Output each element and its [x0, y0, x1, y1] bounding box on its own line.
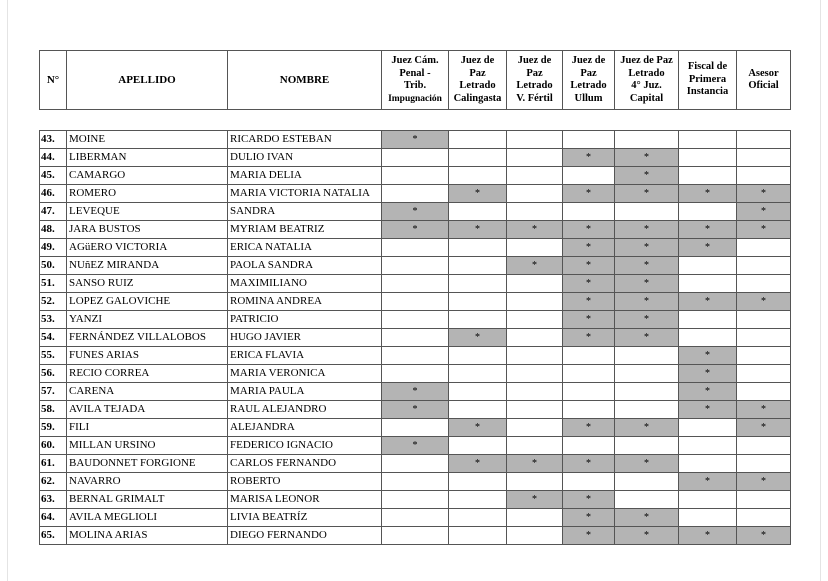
row-apellido: LEVEQUE: [67, 203, 228, 221]
col-juez-paz-capital-empty: [615, 437, 679, 455]
col-juez-camara-penal-mark: *: [382, 401, 449, 419]
header-line: Oficial: [748, 80, 779, 91]
header-fiscal-primera-instancia: [679, 51, 737, 110]
col-asesor-oficial-mark: *: [737, 203, 791, 221]
table-row: [40, 239, 791, 257]
header-line: Juez de: [517, 55, 552, 66]
col-asesor-oficial-empty: [737, 437, 791, 455]
col-juez-paz-calingasta-empty: [449, 473, 507, 491]
row-number: 62.: [40, 473, 67, 491]
col-juez-camara-penal-empty: [382, 329, 449, 347]
row-apellido: RECIO CORREA: [67, 365, 228, 383]
col-fiscal-primera-instancia-empty: [679, 167, 737, 185]
page-edge-left: [7, 0, 8, 581]
col-juez-paz-calingasta-empty: [449, 401, 507, 419]
col-juez-camara-penal-mark: *: [382, 203, 449, 221]
table-body: [40, 131, 791, 545]
col-juez-camara-penal-empty: [382, 293, 449, 311]
col-juez-camara-penal-empty: [382, 257, 449, 275]
header-line: V. Fértil: [516, 92, 553, 104]
col-juez-paz-valle-fertil-empty: [507, 401, 563, 419]
col-juez-paz-capital-empty: [615, 383, 679, 401]
col-fiscal-primera-instancia-empty: [679, 329, 737, 347]
row-apellido: FERNÁNDEZ VILLALOBOS: [67, 329, 228, 347]
row-nombre: RAUL ALEJANDRO: [228, 401, 382, 419]
row-apellido: MOINE: [67, 131, 228, 149]
table-row: [40, 293, 791, 311]
table-row: [40, 149, 791, 167]
row-nombre: MYRIAM BEATRIZ: [228, 221, 382, 239]
row-number: 64.: [40, 509, 67, 527]
row-nombre: PATRICIO: [228, 311, 382, 329]
col-juez-paz-ullum-mark: *: [563, 275, 615, 293]
col-juez-paz-calingasta-mark: *: [449, 185, 507, 203]
table-row: [40, 383, 791, 401]
col-asesor-oficial-mark: *: [737, 185, 791, 203]
row-apellido: MOLINA ARIAS: [67, 527, 228, 545]
col-juez-paz-valle-fertil-empty: [507, 131, 563, 149]
col-juez-paz-calingasta-empty: [449, 437, 507, 455]
row-number: 56.: [40, 365, 67, 383]
col-juez-paz-calingasta-empty: [449, 257, 507, 275]
col-fiscal-primera-instancia-mark: *: [679, 473, 737, 491]
col-juez-paz-ullum-empty: [563, 437, 615, 455]
col-juez-paz-capital-empty: [615, 491, 679, 509]
row-nombre: MARIA PAULA: [228, 383, 382, 401]
col-juez-paz-calingasta-empty: [449, 527, 507, 545]
col-fiscal-primera-instancia-empty: [679, 275, 737, 293]
col-asesor-oficial-empty: [737, 365, 791, 383]
col-juez-paz-valle-fertil-mark: *: [507, 221, 563, 239]
col-juez-camara-penal-empty: [382, 347, 449, 365]
col-asesor-oficial-empty: [737, 455, 791, 473]
col-juez-paz-calingasta-empty: [449, 131, 507, 149]
row-nombre: MARIA VERONICA: [228, 365, 382, 383]
row-number: 57.: [40, 383, 67, 401]
col-juez-paz-valle-fertil-empty: [507, 509, 563, 527]
col-juez-paz-valle-fertil-empty: [507, 149, 563, 167]
row-apellido: MILLAN URSINO: [67, 437, 228, 455]
row-number: 65.: [40, 527, 67, 545]
col-juez-paz-ullum-mark: *: [563, 455, 615, 473]
table-row: [40, 365, 791, 383]
row-nombre: DULIO IVAN: [228, 149, 382, 167]
row-nombre: CARLOS FERNANDO: [228, 455, 382, 473]
row-nombre: PAOLA SANDRA: [228, 257, 382, 275]
col-juez-paz-ullum-empty: [563, 131, 615, 149]
col-juez-paz-ullum-mark: *: [563, 257, 615, 275]
col-juez-camara-penal-empty: [382, 419, 449, 437]
col-juez-paz-capital-mark: *: [615, 275, 679, 293]
row-apellido: FUNES ARIAS: [67, 347, 228, 365]
row-apellido: ROMERO: [67, 185, 228, 203]
col-juez-paz-capital-mark: *: [615, 239, 679, 257]
row-nombre: ROMINA ANDREA: [228, 293, 382, 311]
row-apellido: FILI: [67, 419, 228, 437]
row-number: 49.: [40, 239, 67, 257]
col-juez-paz-ullum-mark: *: [563, 221, 615, 239]
row-number: 50.: [40, 257, 67, 275]
col-asesor-oficial-empty: [737, 239, 791, 257]
col-asesor-oficial-mark: *: [737, 527, 791, 545]
header-line: Calingasta: [453, 92, 502, 104]
row-apellido: BERNAL GRIMALT: [67, 491, 228, 509]
header-juez-camara-penal: [382, 51, 449, 110]
col-juez-paz-capital-mark: *: [615, 419, 679, 437]
col-juez-paz-capital-mark: *: [615, 257, 679, 275]
col-fiscal-primera-instancia-empty: [679, 149, 737, 167]
col-juez-camara-penal-empty: [382, 527, 449, 545]
col-asesor-oficial-mark: *: [737, 473, 791, 491]
row-number: 47.: [40, 203, 67, 221]
col-juez-paz-calingasta-empty: [449, 239, 507, 257]
col-asesor-oficial-empty: [737, 167, 791, 185]
col-juez-paz-capital-empty: [615, 473, 679, 491]
col-juez-paz-valle-fertil-empty: [507, 365, 563, 383]
col-juez-paz-calingasta-empty: [449, 293, 507, 311]
table-row: [40, 455, 791, 473]
table-row: [40, 311, 791, 329]
col-juez-camara-penal-empty: [382, 311, 449, 329]
table-row: [40, 437, 791, 455]
header-line: Letrado: [570, 80, 607, 91]
row-nombre: MARIA DELIA: [228, 167, 382, 185]
col-fiscal-primera-instancia-empty: [679, 455, 737, 473]
col-juez-paz-valle-fertil-empty: [507, 311, 563, 329]
col-juez-paz-calingasta-empty: [449, 203, 507, 221]
col-asesor-oficial-empty: [737, 383, 791, 401]
candidates-table: [39, 130, 791, 545]
row-nombre: ROBERTO: [228, 473, 382, 491]
col-juez-camara-penal-empty: [382, 275, 449, 293]
header-line: Letrado: [459, 80, 496, 91]
col-juez-paz-valle-fertil-mark: *: [507, 455, 563, 473]
col-juez-paz-ullum-empty: [563, 365, 615, 383]
row-apellido: YANZI: [67, 311, 228, 329]
row-apellido: NUñEZ MIRANDA: [67, 257, 228, 275]
row-number: 61.: [40, 455, 67, 473]
row-apellido: AVILA MEGLIOLI: [67, 509, 228, 527]
table-row: [40, 509, 791, 527]
col-fiscal-primera-instancia-empty: [679, 437, 737, 455]
header-juez-paz-calingasta: [449, 51, 507, 110]
col-asesor-oficial-empty: [737, 311, 791, 329]
table-row: [40, 329, 791, 347]
row-apellido: LIBERMAN: [67, 149, 228, 167]
table-row: [40, 203, 791, 221]
col-juez-paz-ullum-mark: *: [563, 239, 615, 257]
row-apellido: NAVARRO: [67, 473, 228, 491]
col-juez-paz-capital-mark: *: [615, 221, 679, 239]
col-juez-camara-penal-mark: *: [382, 131, 449, 149]
col-juez-paz-ullum-mark: *: [563, 491, 615, 509]
col-juez-paz-valle-fertil-empty: [507, 527, 563, 545]
col-asesor-oficial-empty: [737, 329, 791, 347]
col-juez-paz-valle-fertil-empty: [507, 203, 563, 221]
col-juez-paz-ullum-empty: [563, 347, 615, 365]
col-juez-camara-penal-mark: *: [382, 221, 449, 239]
col-fiscal-primera-instancia-mark: *: [679, 383, 737, 401]
header-juez-paz-capital: [615, 51, 679, 110]
table-row: [40, 275, 791, 293]
row-number: 60.: [40, 437, 67, 455]
header-line: Asesor: [748, 67, 779, 79]
col-juez-camara-penal-empty: [382, 185, 449, 203]
row-number: 45.: [40, 167, 67, 185]
row-apellido: CAMARGO: [67, 167, 228, 185]
header-table: [39, 50, 791, 110]
header-line: Instancia: [686, 86, 729, 98]
row-number: 43.: [40, 131, 67, 149]
col-asesor-oficial-empty: [737, 257, 791, 275]
row-apellido: JARA BUSTOS: [67, 221, 228, 239]
col-juez-camara-penal-mark: *: [382, 383, 449, 401]
col-juez-paz-calingasta-empty: [449, 509, 507, 527]
col-juez-paz-capital-mark: *: [615, 311, 679, 329]
page-edge-right: [820, 0, 821, 581]
col-juez-camara-penal-empty: [382, 239, 449, 257]
table-row: [40, 185, 791, 203]
header-apellido: APELLIDO: [67, 51, 228, 110]
row-nombre: ERICA NATALIA: [228, 239, 382, 257]
col-fiscal-primera-instancia-empty: [679, 203, 737, 221]
col-juez-paz-calingasta-empty: [449, 347, 507, 365]
col-juez-paz-capital-empty: [615, 131, 679, 149]
col-fiscal-primera-instancia-mark: *: [679, 239, 737, 257]
col-fiscal-primera-instancia-empty: [679, 419, 737, 437]
row-number: 55.: [40, 347, 67, 365]
col-juez-paz-valle-fertil-empty: [507, 473, 563, 491]
col-asesor-oficial-empty: [737, 149, 791, 167]
header-line: Capital: [629, 92, 664, 104]
row-number: 51.: [40, 275, 67, 293]
header-line: Letrado: [516, 80, 553, 91]
col-juez-camara-penal-empty: [382, 167, 449, 185]
row-nombre: DIEGO FERNANDO: [228, 527, 382, 545]
col-juez-paz-calingasta-empty: [449, 167, 507, 185]
col-asesor-oficial-empty: [737, 491, 791, 509]
col-juez-paz-valle-fertil-mark: *: [507, 491, 563, 509]
col-fiscal-primera-instancia-mark: *: [679, 401, 737, 419]
col-juez-paz-ullum-mark: *: [563, 527, 615, 545]
col-juez-paz-ullum-mark: *: [563, 311, 615, 329]
row-apellido: AGüERO VICTORIA: [67, 239, 228, 257]
col-juez-paz-capital-mark: *: [615, 149, 679, 167]
row-nombre: ERICA FLAVIA: [228, 347, 382, 365]
table-row: [40, 401, 791, 419]
col-fiscal-primera-instancia-empty: [679, 509, 737, 527]
table-row: [40, 257, 791, 275]
row-nombre: MAXIMILIANO: [228, 275, 382, 293]
col-juez-paz-valle-fertil-empty: [507, 347, 563, 365]
col-fiscal-primera-instancia-mark: *: [679, 347, 737, 365]
header-juez-paz-valle-fertil: [507, 51, 563, 110]
col-juez-paz-capital-mark: *: [615, 509, 679, 527]
table-row: [40, 527, 791, 545]
col-juez-paz-capital-mark: *: [615, 455, 679, 473]
col-juez-paz-calingasta-empty: [449, 311, 507, 329]
table-row: [40, 131, 791, 149]
header-line: Paz: [580, 67, 597, 79]
table-row: [40, 167, 791, 185]
header-line: Juez de: [460, 55, 495, 66]
header-line: Fiscal de: [687, 61, 728, 73]
col-juez-paz-valle-fertil-empty: [507, 293, 563, 311]
col-juez-paz-ullum-mark: *: [563, 293, 615, 311]
row-number: 54.: [40, 329, 67, 347]
table-row: [40, 419, 791, 437]
row-apellido: AVILA TEJADA: [67, 401, 228, 419]
col-juez-camara-penal-empty: [382, 455, 449, 473]
col-juez-paz-valle-fertil-mark: *: [507, 257, 563, 275]
col-juez-paz-capital-mark: *: [615, 527, 679, 545]
col-fiscal-primera-instancia-empty: [679, 491, 737, 509]
col-juez-paz-capital-empty: [615, 401, 679, 419]
header-line: Ullum: [574, 92, 603, 104]
col-juez-paz-calingasta-empty: [449, 365, 507, 383]
table-row: [40, 473, 791, 491]
row-number: 46.: [40, 185, 67, 203]
col-juez-paz-ullum-empty: [563, 473, 615, 491]
header-line: 4° Juz.: [631, 80, 662, 91]
row-apellido: BAUDONNET FORGIONE: [67, 455, 228, 473]
col-juez-paz-ullum-mark: *: [563, 509, 615, 527]
col-fiscal-primera-instancia-mark: *: [679, 185, 737, 203]
col-juez-paz-ullum-mark: *: [563, 185, 615, 203]
col-juez-paz-capital-empty: [615, 347, 679, 365]
col-juez-paz-ullum-empty: [563, 203, 615, 221]
row-number: 53.: [40, 311, 67, 329]
row-number: 58.: [40, 401, 67, 419]
col-juez-paz-valle-fertil-empty: [507, 275, 563, 293]
col-asesor-oficial-empty: [737, 347, 791, 365]
header-asesor-oficial: [737, 51, 791, 110]
col-juez-paz-ullum-mark: *: [563, 149, 615, 167]
row-apellido: LOPEZ GALOVICHE: [67, 293, 228, 311]
col-juez-paz-ullum-empty: [563, 167, 615, 185]
col-juez-paz-calingasta-mark: *: [449, 455, 507, 473]
col-juez-camara-penal-empty: [382, 491, 449, 509]
col-fiscal-primera-instancia-mark: *: [679, 221, 737, 239]
col-juez-camara-penal-empty: [382, 149, 449, 167]
header-line: Penal -: [399, 67, 431, 79]
col-juez-camara-penal-empty: [382, 365, 449, 383]
table-row: [40, 491, 791, 509]
col-asesor-oficial-empty: [737, 131, 791, 149]
col-juez-paz-ullum-mark: *: [563, 329, 615, 347]
table-row: [40, 347, 791, 365]
col-juez-paz-capital-mark: *: [615, 329, 679, 347]
col-asesor-oficial-empty: [737, 275, 791, 293]
row-number: 48.: [40, 221, 67, 239]
table-row: [40, 221, 791, 239]
row-nombre: HUGO JAVIER: [228, 329, 382, 347]
row-apellido: SANSO RUIZ: [67, 275, 228, 293]
col-juez-paz-valle-fertil-empty: [507, 383, 563, 401]
header-line: Juez de Paz: [620, 55, 673, 66]
col-juez-paz-valle-fertil-empty: [507, 185, 563, 203]
col-asesor-oficial-mark: *: [737, 293, 791, 311]
header-number: N°: [40, 51, 67, 110]
row-apellido: CARENA: [67, 383, 228, 401]
row-nombre: LIVIA BEATRÍZ: [228, 509, 382, 527]
col-fiscal-primera-instancia-empty: [679, 257, 737, 275]
col-asesor-oficial-mark: *: [737, 221, 791, 239]
row-nombre: RICARDO ESTEBAN: [228, 131, 382, 149]
col-juez-paz-calingasta-empty: [449, 149, 507, 167]
col-asesor-oficial-empty: [737, 509, 791, 527]
col-fiscal-primera-instancia-empty: [679, 311, 737, 329]
col-juez-paz-calingasta-empty: [449, 491, 507, 509]
col-juez-paz-valle-fertil-empty: [507, 437, 563, 455]
col-juez-camara-penal-mark: *: [382, 437, 449, 455]
header-line: Primera: [688, 73, 727, 85]
col-juez-paz-calingasta-mark: *: [449, 329, 507, 347]
col-juez-paz-ullum-empty: [563, 383, 615, 401]
col-juez-camara-penal-empty: [382, 473, 449, 491]
col-juez-paz-ullum-mark: *: [563, 419, 615, 437]
col-juez-paz-capital-mark: *: [615, 185, 679, 203]
header-line: Paz: [526, 67, 543, 79]
row-number: 63.: [40, 491, 67, 509]
row-nombre: ALEJANDRA: [228, 419, 382, 437]
header-line: Trib.: [403, 80, 427, 91]
col-juez-paz-capital-mark: *: [615, 293, 679, 311]
row-nombre: MARIA VICTORIA NATALIA: [228, 185, 382, 203]
col-juez-paz-calingasta-empty: [449, 383, 507, 401]
col-fiscal-primera-instancia-empty: [679, 131, 737, 149]
col-asesor-oficial-mark: *: [737, 401, 791, 419]
header-juez-paz-ullum: [563, 51, 615, 110]
col-juez-paz-calingasta-empty: [449, 275, 507, 293]
row-nombre: SANDRA: [228, 203, 382, 221]
row-number: 52.: [40, 293, 67, 311]
header-line: Letrado: [628, 67, 665, 79]
col-juez-paz-valle-fertil-empty: [507, 329, 563, 347]
header-nombre: NOMBRE: [228, 51, 382, 110]
col-juez-paz-capital-mark: *: [615, 167, 679, 185]
row-number: 44.: [40, 149, 67, 167]
col-juez-paz-calingasta-mark: *: [449, 221, 507, 239]
col-juez-paz-valle-fertil-empty: [507, 239, 563, 257]
row-number: 59.: [40, 419, 67, 437]
col-fiscal-primera-instancia-mark: *: [679, 293, 737, 311]
header-line: Paz: [469, 67, 486, 79]
col-juez-paz-capital-empty: [615, 365, 679, 383]
col-juez-camara-penal-empty: [382, 509, 449, 527]
col-asesor-oficial-mark: *: [737, 419, 791, 437]
header-line: Juez de: [571, 55, 606, 66]
row-nombre: MARISA LEONOR: [228, 491, 382, 509]
col-juez-paz-valle-fertil-empty: [507, 167, 563, 185]
col-juez-paz-calingasta-mark: *: [449, 419, 507, 437]
row-nombre: FEDERICO IGNACIO: [228, 437, 382, 455]
col-juez-paz-capital-empty: [615, 203, 679, 221]
header-line: Juez Cám.: [391, 55, 439, 66]
col-fiscal-primera-instancia-mark: *: [679, 527, 737, 545]
col-fiscal-primera-instancia-mark: *: [679, 365, 737, 383]
header-line: Impugnación: [388, 93, 442, 104]
col-juez-paz-valle-fertil-empty: [507, 419, 563, 437]
col-juez-paz-ullum-empty: [563, 401, 615, 419]
